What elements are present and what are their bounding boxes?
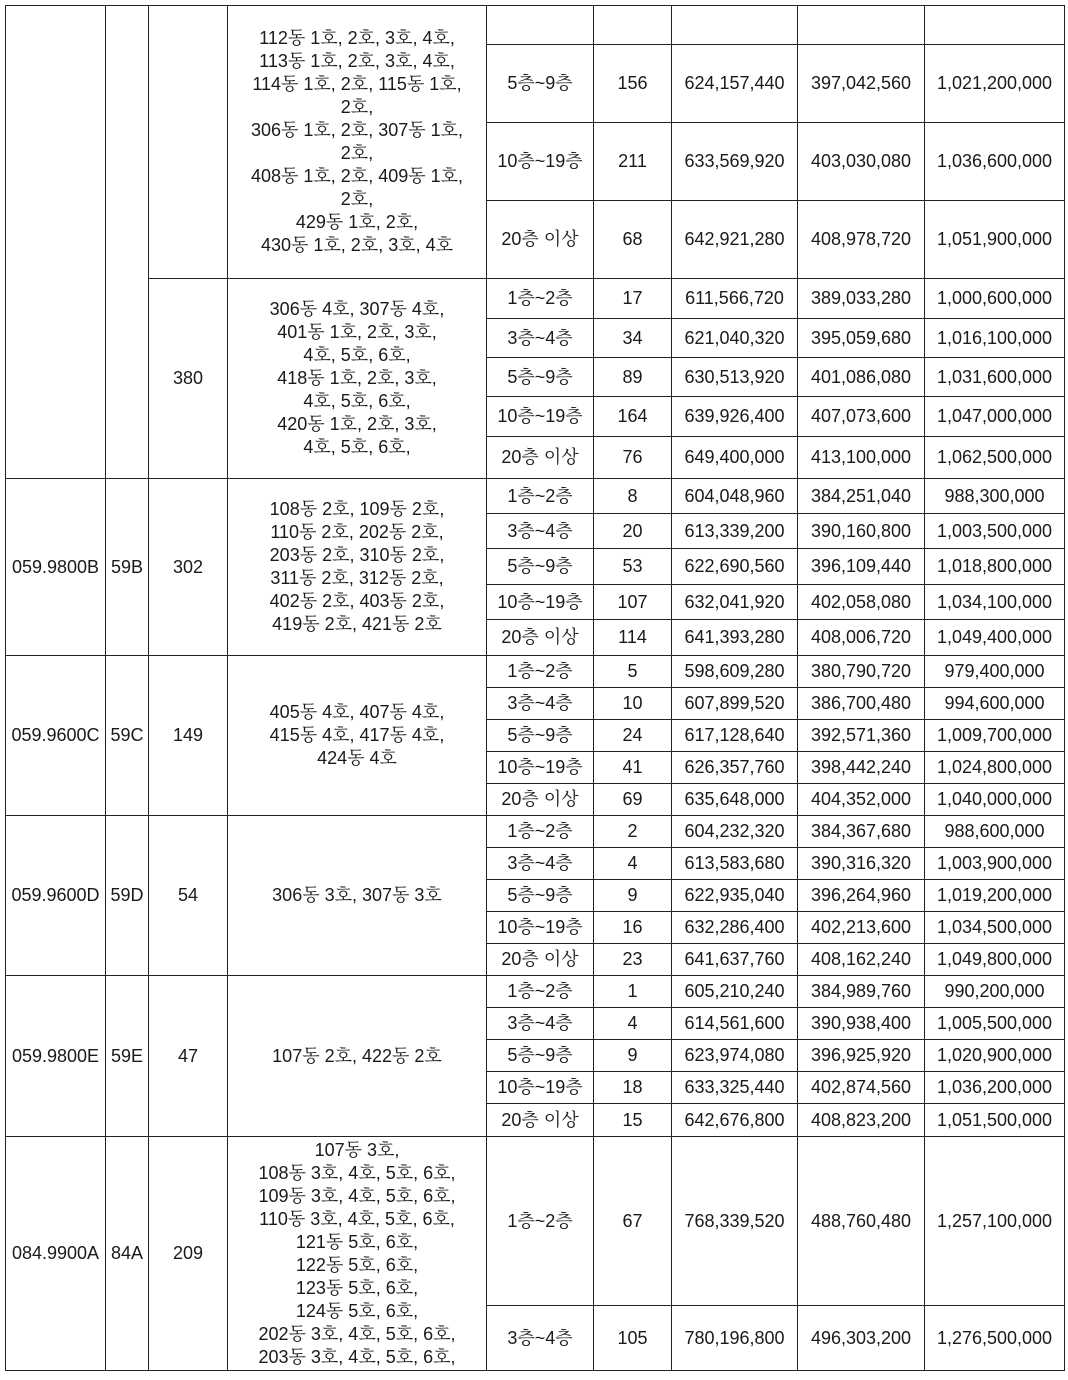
count-cell: 41 [594,752,672,784]
floor-cell: 20층 이상 [487,944,594,976]
total-cell: 990,200,000 [925,976,1065,1008]
count-cell: 8 [594,479,672,514]
dong-ho-line: 408동 1호, 2호, 409동 1호, [250,166,464,186]
land-cell: 613,339,200 [672,514,798,549]
total-cell: 1,024,800,000 [925,752,1065,784]
building-cell: 408,006,720 [798,620,925,656]
floor-cell: 20층 이상 [487,1104,594,1137]
dong-ho-line: 113동 1호, 2호, 3호, 4호, [259,51,455,71]
count-cell: 15 [594,1104,672,1137]
floor-cell: 1층~2층 [487,479,594,514]
units-cell: 54 [149,816,228,976]
dong-ho-line: 430동 1호, 2호, 3호, 4호 [260,235,454,255]
table-row [6,976,1065,1008]
type-code-cell: 059.9800E [6,976,106,1137]
dong-ho-line: 112동 1호, 2호, 3호, 4호, [259,28,455,48]
total-cell [925,6,1065,45]
floor-cell: 10층~19층 [487,585,594,620]
type-code-cell: 084.9900A [6,1137,106,1371]
dong-ho-cell [228,1137,487,1371]
dong-ho-line: 405동 4호, 407동 4호, [269,702,445,722]
total-cell: 1,005,500,000 [925,1008,1065,1040]
land-cell: 614,561,600 [672,1008,798,1040]
land-cell: 621,040,320 [672,319,798,358]
building-cell: 384,251,040 [798,479,925,514]
building-cell [798,6,925,45]
floor-cell: 5층~9층 [487,720,594,752]
floor-cell: 10층~19층 [487,1072,594,1104]
total-cell: 1,051,900,000 [925,201,1065,279]
count-cell: 105 [594,1306,672,1371]
land-cell: 633,325,440 [672,1072,798,1104]
table-row [6,656,1065,688]
building-cell: 488,760,480 [798,1137,925,1306]
dong-ho-line: 2호, [340,97,374,117]
land-cell: 642,676,800 [672,1104,798,1137]
land-cell: 598,609,280 [672,656,798,688]
floor-cell: 5층~9층 [487,358,594,397]
type-code-cell [6,6,106,479]
type-short-cell: 59B [106,479,149,656]
dong-ho-line: 306동 1호, 2호, 307동 1호, [250,120,464,140]
count-cell: 89 [594,358,672,397]
type-code-cell: 059.9600D [6,816,106,976]
table-row [6,279,1065,319]
count-cell: 24 [594,720,672,752]
dong-ho-cell [228,6,487,279]
floor-cell: 10층~19층 [487,912,594,944]
floor-cell: 3층~4층 [487,1306,594,1371]
building-cell: 396,925,920 [798,1040,925,1072]
building-cell: 390,316,320 [798,848,925,880]
type-code-cell: 059.9800B [6,479,106,656]
dong-ho-line: 4호, 5호, 6호, [303,391,411,411]
total-cell: 1,047,000,000 [925,397,1065,437]
building-cell: 390,160,800 [798,514,925,549]
building-cell: 403,030,080 [798,123,925,201]
total-cell: 1,049,400,000 [925,620,1065,656]
count-cell: 114 [594,620,672,656]
land-cell: 604,232,320 [672,816,798,848]
type-short-cell: 84A [106,1137,149,1371]
dong-ho-line: 415동 4호, 417동 4호, [269,725,445,745]
total-cell: 1,036,200,000 [925,1072,1065,1104]
land-cell: 604,048,960 [672,479,798,514]
dong-ho-line: 311동 2호, 312동 2호, [270,568,444,588]
type-short-cell: 59C [106,656,149,816]
total-cell: 1,051,500,000 [925,1104,1065,1137]
dong-ho-line: 306동 3호, 307동 3호 [272,885,442,905]
floor-cell: 1층~2층 [487,1137,594,1306]
land-cell: 780,196,800 [672,1306,798,1371]
land-cell: 626,357,760 [672,752,798,784]
land-cell: 635,648,000 [672,784,798,816]
total-cell: 1,021,200,000 [925,45,1065,123]
floor-cell: 10층~19층 [487,752,594,784]
dong-ho-line: 418동 1호, 2호, 3호, [277,368,437,388]
land-cell [672,6,798,45]
total-cell: 1,009,700,000 [925,720,1065,752]
dong-ho-line: 2호, [340,189,374,209]
floor-cell: 1층~2층 [487,656,594,688]
total-cell: 1,020,900,000 [925,1040,1065,1072]
floor-cell: 1층~2층 [487,976,594,1008]
land-cell: 630,513,920 [672,358,798,397]
land-cell: 768,339,520 [672,1137,798,1306]
units-cell: 47 [149,976,228,1137]
dong-ho-line: 108동 2호, 109동 2호, [269,499,445,519]
land-cell: 611,566,720 [672,279,798,319]
floor-cell: 20층 이상 [487,437,594,479]
floor-cell: 5층~9층 [487,880,594,912]
count-cell: 10 [594,688,672,720]
floor-cell: 1층~2층 [487,279,594,319]
land-cell: 622,690,560 [672,549,798,585]
floor-cell: 3층~4층 [487,1008,594,1040]
table-row [6,6,1065,45]
dong-ho-line: 107동 2호, 422동 2호 [272,1045,442,1066]
count-cell: 34 [594,319,672,358]
dong-ho-line: 419동 2호, 421동 2호 [272,614,442,634]
land-cell: 641,393,280 [672,620,798,656]
floor-cell: 20층 이상 [487,201,594,279]
total-cell: 1,003,500,000 [925,514,1065,549]
count-cell: 4 [594,848,672,880]
dong-ho-line: 401동 1호, 2호, 3호, [277,322,437,342]
count-cell: 211 [594,123,672,201]
building-cell: 395,059,680 [798,319,925,358]
dong-ho-line: 424동 4호 [317,748,397,768]
type-short-cell [106,6,149,479]
count-cell: 164 [594,397,672,437]
total-cell: 1,036,600,000 [925,123,1065,201]
land-cell: 649,400,000 [672,437,798,479]
count-cell: 16 [594,912,672,944]
building-cell: 408,162,240 [798,944,925,976]
building-cell: 401,086,080 [798,358,925,397]
count-cell: 107 [594,585,672,620]
floor-cell: 10층~19층 [487,123,594,201]
type-short-cell: 59E [106,976,149,1137]
land-cell: 613,583,680 [672,848,798,880]
floor-cell: 5층~9층 [487,45,594,123]
dong-ho-line: 429동 1호, 2호, [295,212,419,232]
dong-ho-line: 2호, [340,143,374,163]
building-cell: 402,058,080 [798,585,925,620]
count-cell: 18 [594,1072,672,1104]
total-cell: 1,062,500,000 [925,437,1065,479]
price-table-body [6,6,1065,1371]
count-cell: 69 [594,784,672,816]
land-cell: 623,974,080 [672,1040,798,1072]
land-cell: 617,128,640 [672,720,798,752]
building-cell: 392,571,360 [798,720,925,752]
total-cell: 988,600,000 [925,816,1065,848]
land-cell: 642,921,280 [672,201,798,279]
price-table [5,5,1065,1371]
count-cell: 1 [594,976,672,1008]
dong-ho-line: 109동 3호, 4호, 5호, 6호, [258,1185,456,1206]
count-cell [594,6,672,45]
building-cell: 380,790,720 [798,656,925,688]
count-cell: 23 [594,944,672,976]
count-cell: 68 [594,201,672,279]
dong-ho-line: 203동 3호, 4호, 5호, 6호, [258,1346,456,1367]
building-cell: 398,442,240 [798,752,925,784]
land-cell: 622,935,040 [672,880,798,912]
building-cell: 390,938,400 [798,1008,925,1040]
land-cell: 632,041,920 [672,585,798,620]
building-cell: 404,352,000 [798,784,925,816]
building-cell: 408,823,200 [798,1104,925,1137]
floor-cell: 10층~19층 [487,397,594,437]
building-cell: 396,264,960 [798,880,925,912]
building-cell: 402,213,600 [798,912,925,944]
land-cell: 641,637,760 [672,944,798,976]
dong-ho-line: 122동 5호, 6호, [295,1254,419,1275]
land-cell: 607,899,520 [672,688,798,720]
count-cell: 76 [594,437,672,479]
table-row [6,816,1065,848]
dong-ho-line: 420동 1호, 2호, 3호, [277,414,437,434]
type-short-cell: 59D [106,816,149,976]
floor-cell [487,6,594,45]
building-cell: 496,303,200 [798,1306,925,1371]
dong-ho-line: 110동 2호, 202동 2호, [270,522,444,542]
units-cell: 380 [149,279,228,479]
building-cell: 408,978,720 [798,201,925,279]
dong-ho-line: 124동 5호, 6호, [295,1300,419,1321]
total-cell: 1,276,500,000 [925,1306,1065,1371]
total-cell: 1,257,100,000 [925,1137,1065,1306]
count-cell: 9 [594,880,672,912]
dong-ho-cell [228,976,487,1137]
land-cell: 639,926,400 [672,397,798,437]
total-cell: 1,019,200,000 [925,880,1065,912]
count-cell: 53 [594,549,672,585]
total-cell: 1,000,600,000 [925,279,1065,319]
dong-ho-line: 110동 3호, 4호, 5호, 6호, [259,1208,455,1229]
count-cell: 5 [594,656,672,688]
total-cell: 1,040,000,000 [925,784,1065,816]
count-cell: 156 [594,45,672,123]
land-cell: 633,569,920 [672,123,798,201]
building-cell: 384,367,680 [798,816,925,848]
dong-ho-line: 402동 2호, 403동 2호, [269,591,445,611]
total-cell: 1,031,600,000 [925,358,1065,397]
floor-cell: 20층 이상 [487,784,594,816]
total-cell: 1,018,800,000 [925,549,1065,585]
units-cell: 302 [149,479,228,656]
total-cell: 1,003,900,000 [925,848,1065,880]
total-cell: 1,034,500,000 [925,912,1065,944]
dong-ho-line: 4호, 5호, 6호, [303,345,411,365]
total-cell: 1,049,800,000 [925,944,1065,976]
count-cell: 4 [594,1008,672,1040]
total-cell: 1,016,100,000 [925,319,1065,358]
floor-cell: 5층~9층 [487,549,594,585]
building-cell: 402,874,560 [798,1072,925,1104]
dong-ho-line: 202동 3호, 4호, 5호, 6호, [258,1323,456,1344]
table-row [6,1137,1065,1306]
table-row [6,479,1065,514]
dong-ho-line: 203동 2호, 310동 2호, [269,545,445,565]
units-cell: 149 [149,656,228,816]
dong-ho-cell [228,479,487,656]
count-cell: 2 [594,816,672,848]
dong-ho-line: 4호, 5호, 6호, [303,437,411,457]
building-cell: 413,100,000 [798,437,925,479]
building-cell: 386,700,480 [798,688,925,720]
dong-ho-line: 306동 4호, 307동 4호, [269,299,445,319]
land-cell: 605,210,240 [672,976,798,1008]
land-cell: 632,286,400 [672,912,798,944]
dong-ho-cell [228,816,487,976]
dong-ho-cell [228,279,487,479]
units-cell: 209 [149,1137,228,1371]
floor-cell: 20층 이상 [487,620,594,656]
total-cell: 979,400,000 [925,656,1065,688]
count-cell: 9 [594,1040,672,1072]
land-cell: 624,157,440 [672,45,798,123]
count-cell: 17 [594,279,672,319]
dong-ho-line: 114동 1호, 2호, 115동 1호, [252,74,462,94]
units-cell [149,6,228,279]
dong-ho-line: 108동 3호, 4호, 5호, 6호, [258,1162,456,1183]
building-cell: 396,109,440 [798,549,925,585]
building-cell: 407,073,600 [798,397,925,437]
dong-ho-line: 107동 3호, [314,1139,400,1160]
count-cell: 67 [594,1137,672,1306]
floor-cell: 3층~4층 [487,688,594,720]
building-cell: 397,042,560 [798,45,925,123]
total-cell: 994,600,000 [925,688,1065,720]
total-cell: 988,300,000 [925,479,1065,514]
total-cell: 1,034,100,000 [925,585,1065,620]
type-code-cell: 059.9600C [6,656,106,816]
floor-cell: 3층~4층 [487,514,594,549]
floor-cell: 3층~4층 [487,319,594,358]
building-cell: 389,033,280 [798,279,925,319]
floor-cell: 1층~2층 [487,816,594,848]
dong-ho-cell [228,656,487,816]
building-cell: 384,989,760 [798,976,925,1008]
floor-cell: 3층~4층 [487,848,594,880]
dong-ho-line: 123동 5호, 6호, [295,1277,419,1298]
dong-ho-line: 121동 5호, 6호, [295,1231,419,1252]
count-cell: 20 [594,514,672,549]
floor-cell: 5층~9층 [487,1040,594,1072]
